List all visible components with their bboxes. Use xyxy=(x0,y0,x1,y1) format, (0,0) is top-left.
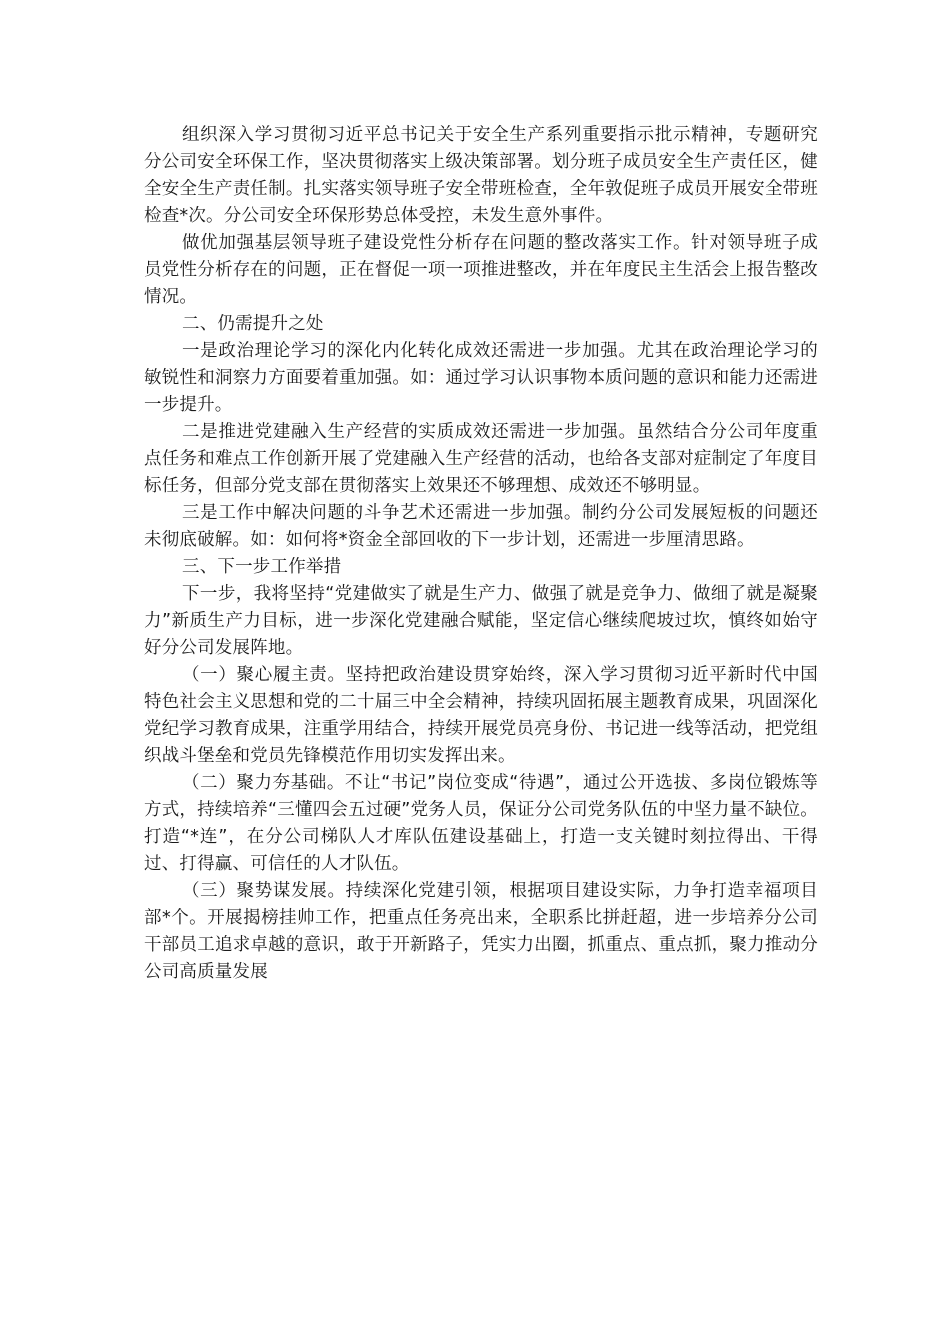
paragraph-problem-solving: 三是工作中解决问题的斗争艺术还需进一步加强。制约分公司发展短板的问题还未彻底破解。如：如何将*资金全部回收的下一步计划，还需进一步厘清思路。 xyxy=(144,503,818,550)
paragraph-measure-one: （一）聚心履主责。坚持把政治建设贯穿始终，深入学习贯彻习近平新时代中国特色社会主义思想和党的二十届三中全会精神，持续巩固拓展主题教育成果，巩固深化党纪学习教育成果，注重学用结合，持续开展党员亮身份、书记进一线等活动，把党组织战斗堡垒和党员先锋模范作用切实发挥出来。 xyxy=(144,665,818,766)
paragraph-theory-study: 一是政治理论学习的深化内化转化成效还需进一步加强。尤其在政治理论学习的敏锐性和洞察力方面要着重加强。如：通过学习认识事物本质问题的意识和能力还需进一步提升。 xyxy=(144,341,818,415)
paragraph-measure-two: （二）聚力夯基础。不让“书记”岗位变成“待遇”，通过公开选拔、多岗位锻炼等方式，持续培养“三懂四会五过硬”党务人员，保证分公司党务队伍的中坚力量不缺位。打造“*连”，在分公司梯队人才库队伍建设基础上，打造一支关键时刻拉得出、干得过、打得赢、可信任的人才队伍。 xyxy=(144,773,818,874)
paragraph-party-building-integration: 二是推进党建融入生产经营的实质成效还需进一步加强。虽然结合分公司年度重点任务和难点工作创新开展了党建融入生产经营的活动，也给各支部对症制定了年度目标任务，但部分党支部在贯彻落实上效果还不够理想、成效还不够明显。 xyxy=(144,422,818,496)
document-body xyxy=(144,122,818,986)
paragraph-measure-three: （三）聚势谋发展。持续深化党建引领，根据项目建设实际，力争打造幸福项目部*个。开展揭榜挂帅工作，把重点任务亮出来，全职系比拼赶超，进一步培养分公司干部员工追求卓越的意识，敢于开新路子，凭实力出圈，抓重点、重点抓，聚力推动分公司高质量发展 xyxy=(144,881,818,982)
paragraph-next-step-intro: 下一步，我将坚持“党建做实了就是生产力、做强了就是竞争力、做细了就是凝聚力”新质生产力目标，进一步深化党建融合赋能，坚定信心继续爬坡过坎，慎终如始守好分公司发展阵地。 xyxy=(144,584,818,658)
paragraph-party-analysis-rectification: 做优加强基层领导班子建设党性分析存在问题的整改落实工作。针对领导班子成员党性分析存在的问题，正在督促一项一项推进整改，并在年度民主生活会上报告整改情况。 xyxy=(144,233,818,307)
section-heading-next-steps: 三、下一步工作举措 xyxy=(182,557,342,577)
section-heading-improvements: 二、仍需提升之处 xyxy=(182,314,324,334)
paragraph-safety-production: 组织深入学习贯彻习近平总书记关于安全生产系列重要指示批示精神，专题研究分公司安全环保工作，坚决贯彻落实上级决策部署。划分班子成员安全生产责任区，健全安全生产责任制。扎实落实领导班子安全带班检查，全年敦促班子成员开展安全带班检查*次。分公司安全环保形势总体受控，未发生意外事件。 xyxy=(144,125,818,226)
